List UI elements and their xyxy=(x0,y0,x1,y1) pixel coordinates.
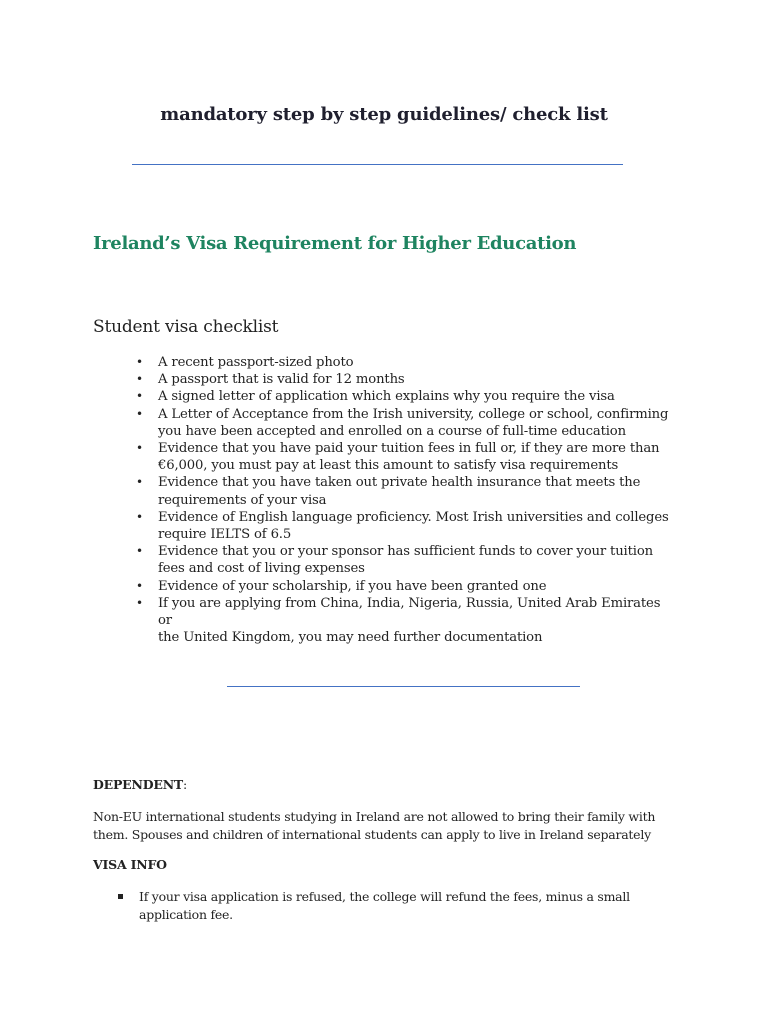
checklist-item: • A passport that is valid for 12 months xyxy=(136,372,405,388)
dependent-paragraph: Non-EU international students studying in Ireland are not allowed to bring their family with them. Spouses and children of international students can apply to live in Ireland separately xyxy=(93,809,656,842)
bullet-icon: • xyxy=(136,544,143,559)
section-heading: Ireland’s Visa Requirement for Higher Education xyxy=(93,233,577,254)
checklist-item: • Evidence that you have taken out private health insurance that meets the requirements of your visa xyxy=(136,475,641,508)
bullet-icon: • xyxy=(136,441,143,456)
top-divider xyxy=(132,164,623,165)
bullet-icon: • xyxy=(136,595,143,610)
checklist-item: • Evidence that you have paid your tuition fees in full or, if they are more than €6,000, you must pay at least this amount to satisfy visa requirements xyxy=(136,441,660,474)
bullet-icon: • xyxy=(136,389,143,404)
checklist-item: • A signed letter of application which explains why you require the visa xyxy=(136,389,615,405)
checklist-item: • Evidence of English language proficiency. Most Irish universities and colleges require IELTS of 6.5 xyxy=(136,509,669,543)
page-title: mandatory step by step guidelines/ check list xyxy=(160,104,608,125)
dependent-label: DEPENDENT: xyxy=(93,777,188,792)
checklist-item: • A Letter of Acceptance from the Irish university, college or school, confirming you have been accepted and enrolled on a course of full-time education xyxy=(136,406,669,439)
bullet-icon: • xyxy=(136,509,143,524)
visa-info-list xyxy=(139,888,639,924)
visa-info-item: If your visa application is refused, the college will refund the fees, minus a small application fee. xyxy=(139,888,639,924)
checklist-item: • Evidence that you or your sponsor has sufficient funds to cover your tuition fees and cost of living expenses xyxy=(136,544,653,577)
bullet-icon: • xyxy=(136,578,143,593)
bullet-icon: • xyxy=(136,372,143,387)
visa-info-label: VISA INFO xyxy=(93,857,167,872)
bullet-icon: • xyxy=(136,475,143,490)
middle-divider xyxy=(227,686,580,687)
checklist-item: • If you are applying from China, India, Nigeria, Russia, United Arab Emirates or the United Kingdom, you may need further documentation xyxy=(136,595,661,646)
checklist-item: • Evidence of your scholarship, if you have been granted one xyxy=(136,578,547,594)
bullet-icon: • xyxy=(136,355,143,369)
square-bullet-icon xyxy=(118,894,123,899)
bullet-icon: • xyxy=(136,406,143,421)
checklist-item: • A recent passport-sized photo xyxy=(136,355,354,370)
student-visa-checklist xyxy=(136,354,678,646)
checklist-heading: Student visa checklist xyxy=(93,317,279,337)
